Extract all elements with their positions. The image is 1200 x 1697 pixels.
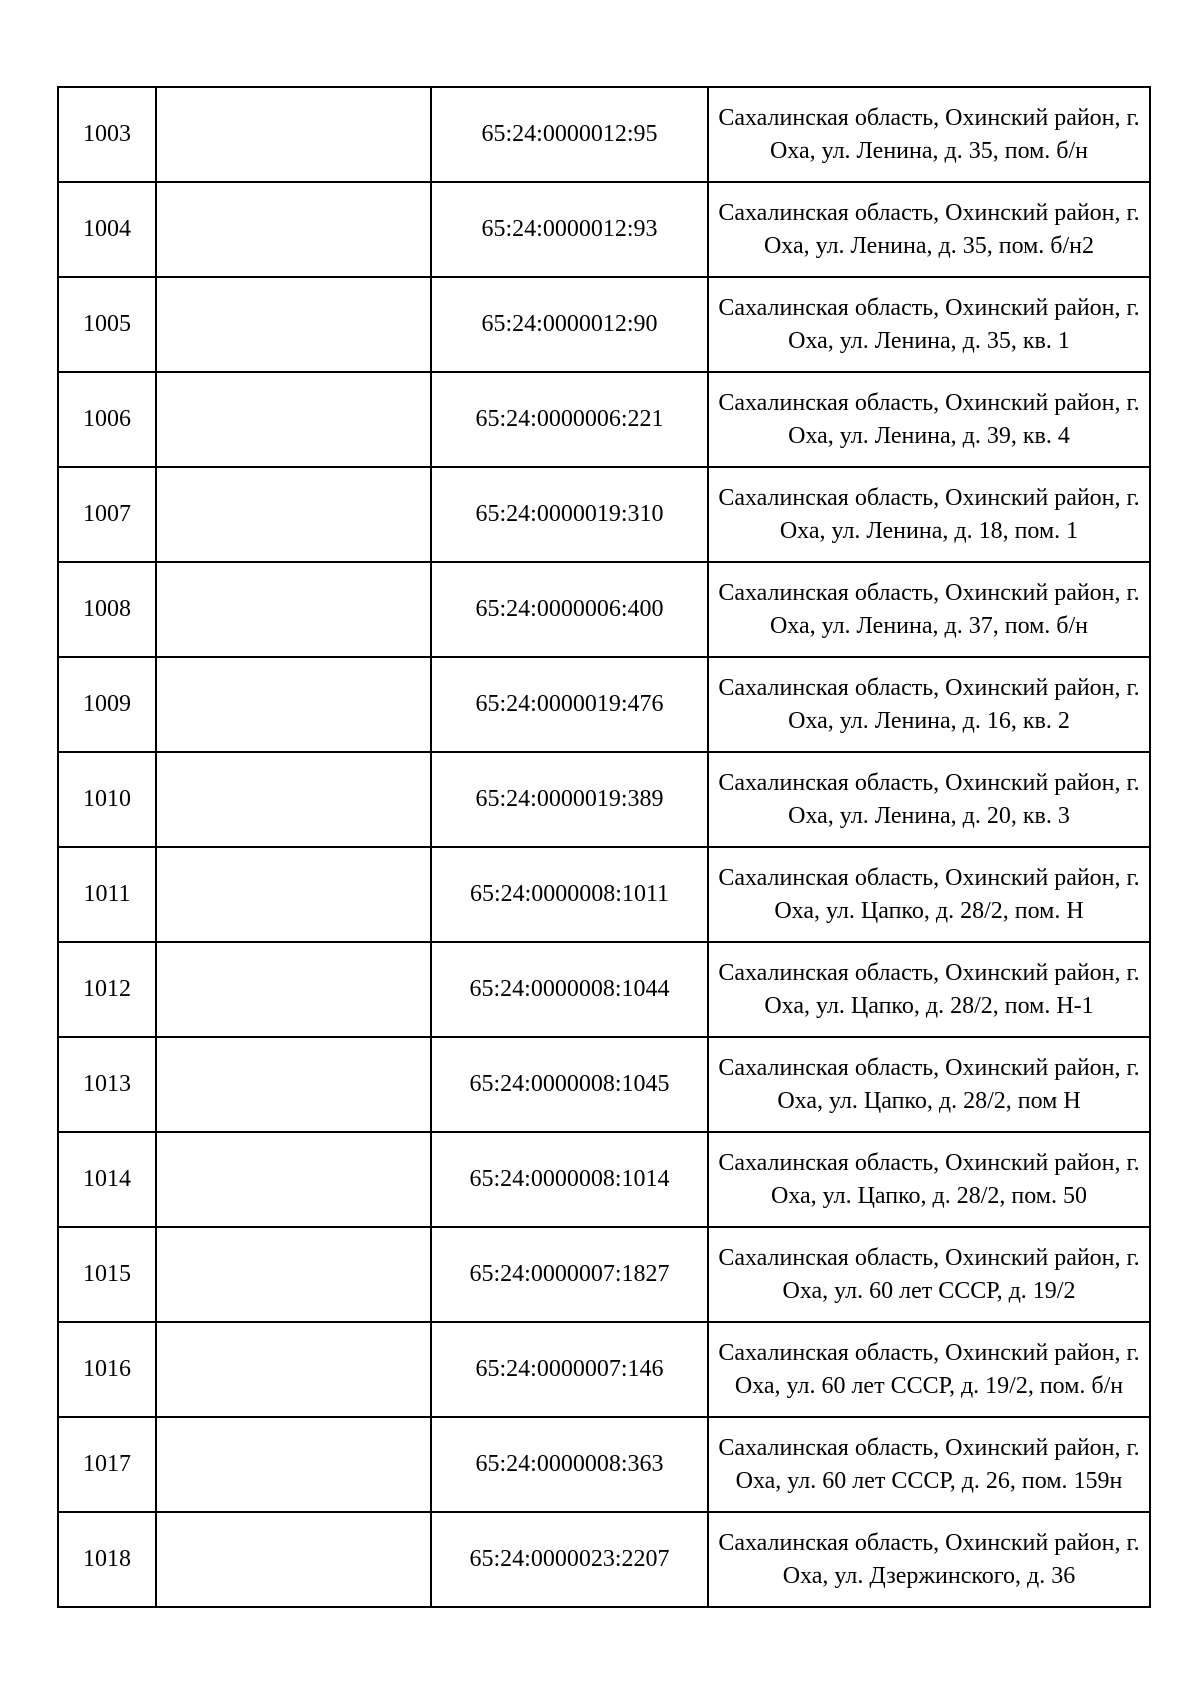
address-cell: Сахалинская область, Охинский район, г. Оха, ул. Ленина, д. 16, кв. 2 xyxy=(708,657,1150,752)
cadastral-number-cell: 65:24:0000008:1011 xyxy=(431,847,708,942)
registry-table-body xyxy=(58,87,1150,1607)
cadastral-number-cell: 65:24:0000019:389 xyxy=(431,752,708,847)
cadastral-number-cell: 65:24:0000019:476 xyxy=(431,657,708,752)
address-cell: Сахалинская область, Охинский район, г. Оха, ул. Дзержинского, д. 36 xyxy=(708,1512,1150,1607)
address-cell: Сахалинская область, Охинский район, г. Оха, ул. 60 лет СССР, д. 19/2, пом. б/н xyxy=(708,1322,1150,1417)
row-number-cell: 1017 xyxy=(58,1417,156,1512)
object-name-cell xyxy=(156,1227,431,1322)
row-number-cell: 1012 xyxy=(58,942,156,1037)
row-number-cell: 1015 xyxy=(58,1227,156,1322)
row-number-cell: 1010 xyxy=(58,752,156,847)
row-number-cell: 1009 xyxy=(58,657,156,752)
object-name-cell xyxy=(156,1322,431,1417)
address-cell: Сахалинская область, Охинский район, г. Оха, ул. Цапко, д. 28/2, пом. Н xyxy=(708,847,1150,942)
table-row xyxy=(58,657,1150,752)
row-number-cell: 1007 xyxy=(58,467,156,562)
table-row xyxy=(58,1417,1150,1512)
object-name-cell xyxy=(156,1132,431,1227)
cadastral-number-cell: 65:24:0000012:95 xyxy=(431,87,708,182)
property-registry-table xyxy=(57,86,1151,1608)
address-cell: Сахалинская область, Охинский район, г. Оха, ул. Цапко, д. 28/2, пом. Н-1 xyxy=(708,942,1150,1037)
cadastral-number-cell: 65:24:0000012:90 xyxy=(431,277,708,372)
object-name-cell xyxy=(156,467,431,562)
row-number-cell: 1006 xyxy=(58,372,156,467)
cadastral-number-cell: 65:24:0000007:146 xyxy=(431,1322,708,1417)
table-row xyxy=(58,847,1150,942)
address-cell: Сахалинская область, Охинский район, г. Оха, ул. Ленина, д. 37, пом. б/н xyxy=(708,562,1150,657)
object-name-cell xyxy=(156,87,431,182)
address-cell: Сахалинская область, Охинский район, г. Оха, ул. Ленина, д. 35, пом. б/н2 xyxy=(708,182,1150,277)
object-name-cell xyxy=(156,1037,431,1132)
table-row xyxy=(58,1322,1150,1417)
table-row xyxy=(58,942,1150,1037)
object-name-cell xyxy=(156,847,431,942)
cadastral-number-cell: 65:24:0000012:93 xyxy=(431,182,708,277)
cadastral-number-cell: 65:24:0000008:1045 xyxy=(431,1037,708,1132)
table-row xyxy=(58,1227,1150,1322)
table-row xyxy=(58,277,1150,372)
object-name-cell xyxy=(156,657,431,752)
row-number-cell: 1013 xyxy=(58,1037,156,1132)
address-cell: Сахалинская область, Охинский район, г. Оха, ул. Ленина, д. 35, пом. б/н xyxy=(708,87,1150,182)
address-cell: Сахалинская область, Охинский район, г. Оха, ул. 60 лет СССР, д. 19/2 xyxy=(708,1227,1150,1322)
cadastral-number-cell: 65:24:0000019:310 xyxy=(431,467,708,562)
cadastral-number-cell: 65:24:0000006:400 xyxy=(431,562,708,657)
row-number-cell: 1011 xyxy=(58,847,156,942)
table-row xyxy=(58,1132,1150,1227)
row-number-cell: 1005 xyxy=(58,277,156,372)
cadastral-number-cell: 65:24:0000023:2207 xyxy=(431,1512,708,1607)
object-name-cell xyxy=(156,277,431,372)
cadastral-number-cell: 65:24:0000008:1014 xyxy=(431,1132,708,1227)
cadastral-number-cell: 65:24:0000008:363 xyxy=(431,1417,708,1512)
table-row xyxy=(58,1037,1150,1132)
object-name-cell xyxy=(156,562,431,657)
address-cell: Сахалинская область, Охинский район, г. Оха, ул. Цапко, д. 28/2, пом Н xyxy=(708,1037,1150,1132)
object-name-cell xyxy=(156,182,431,277)
object-name-cell xyxy=(156,1417,431,1512)
object-name-cell xyxy=(156,942,431,1037)
table-row xyxy=(58,562,1150,657)
object-name-cell xyxy=(156,1512,431,1607)
object-name-cell xyxy=(156,372,431,467)
cadastral-number-cell: 65:24:0000008:1044 xyxy=(431,942,708,1037)
table-row xyxy=(58,87,1150,182)
object-name-cell xyxy=(156,752,431,847)
address-cell: Сахалинская область, Охинский район, г. Оха, ул. Цапко, д. 28/2, пом. 50 xyxy=(708,1132,1150,1227)
cadastral-number-cell: 65:24:0000006:221 xyxy=(431,372,708,467)
row-number-cell: 1018 xyxy=(58,1512,156,1607)
table-row xyxy=(58,372,1150,467)
address-cell: Сахалинская область, Охинский район, г. Оха, ул. Ленина, д. 39, кв. 4 xyxy=(708,372,1150,467)
table-row xyxy=(58,182,1150,277)
address-cell: Сахалинская область, Охинский район, г. Оха, ул. Ленина, д. 35, кв. 1 xyxy=(708,277,1150,372)
table-row xyxy=(58,1512,1150,1607)
row-number-cell: 1003 xyxy=(58,87,156,182)
cadastral-number-cell: 65:24:0000007:1827 xyxy=(431,1227,708,1322)
row-number-cell: 1016 xyxy=(58,1322,156,1417)
address-cell: Сахалинская область, Охинский район, г. Оха, ул. Ленина, д. 18, пом. 1 xyxy=(708,467,1150,562)
row-number-cell: 1004 xyxy=(58,182,156,277)
address-cell: Сахалинская область, Охинский район, г. Оха, ул. 60 лет СССР, д. 26, пом. 159н xyxy=(708,1417,1150,1512)
table-row xyxy=(58,752,1150,847)
row-number-cell: 1008 xyxy=(58,562,156,657)
row-number-cell: 1014 xyxy=(58,1132,156,1227)
address-cell: Сахалинская область, Охинский район, г. Оха, ул. Ленина, д. 20, кв. 3 xyxy=(708,752,1150,847)
table-row xyxy=(58,467,1150,562)
